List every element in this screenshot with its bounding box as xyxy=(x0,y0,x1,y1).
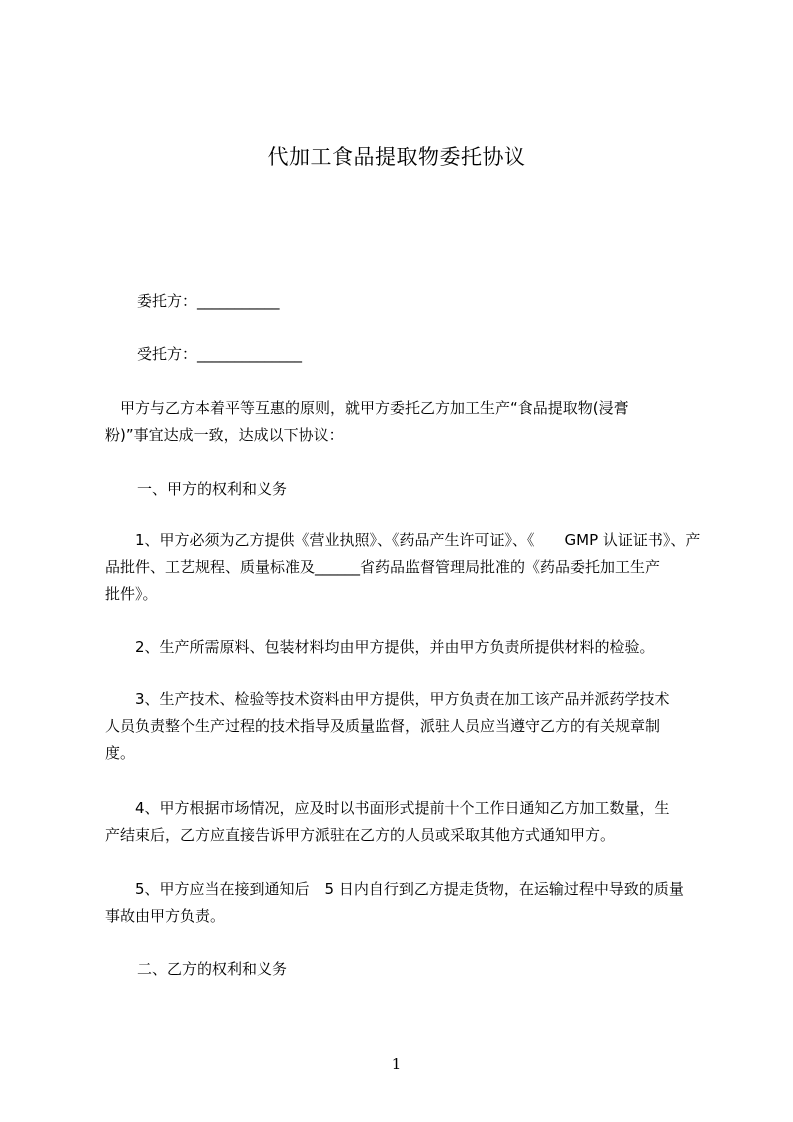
party-a-line: 委托方：___________ xyxy=(137,292,280,310)
clause-line: 度。 xyxy=(105,744,136,762)
clause-1-3 xyxy=(105,686,710,767)
clause-line: 批件》。 xyxy=(105,585,158,603)
clause-1-2 xyxy=(105,634,710,661)
clause-line: 5、甲方应当在接到通知后 5 日内自行到乙方提走货物，在运输过程中导致的质量 xyxy=(105,880,684,898)
clause-line: 产结束后，乙方应直接告诉甲方派驻在乙方的人员或采取其他方式通知甲方。 xyxy=(105,826,616,844)
clause-1-5 xyxy=(105,876,710,930)
clause-line: 2、生产所需原料、包装材料均由甲方提供，并由甲方负责所提供材料的检验。 xyxy=(105,638,655,656)
party-b-line: 受托方：______________ xyxy=(137,345,303,363)
page-number: 1 xyxy=(391,1055,402,1073)
intro-paragraph xyxy=(105,395,710,449)
intro-line: 粉)”事宜达成一致，达成以下协议： xyxy=(105,426,344,444)
document-title: 代加工食品提取物委托协议 xyxy=(267,145,526,169)
clause-line: 品批件、工艺规程、质量标准及______省药品监督管理局批准的《药品委托加工生产 xyxy=(105,558,661,576)
section-1-heading: 一、甲方的权利和义务 xyxy=(137,480,288,498)
clause-line: 人员负责整个生产过程的技术指导及质量监督，派驻人员应当遵守乙方的有关规章制 xyxy=(105,717,661,735)
clause-1-4 xyxy=(105,795,710,849)
clause-line: 3、生产技术、检验等技术资料由甲方提供，甲方负责在加工该产品并派药学技术 xyxy=(105,690,670,708)
clause-line: 事故由甲方负责。 xyxy=(105,907,226,925)
section-2-heading: 二、乙方的权利和义务 xyxy=(137,960,288,978)
clause-line: 4、甲方根据市场情况，应及时以书面形式提前十个工作日通知乙方加工数量，生 xyxy=(105,799,670,817)
intro-line: 甲方与乙方本着平等互惠的原则，就甲方委托乙方加工生产“食品提取物(浸膏 xyxy=(105,399,629,417)
clause-1-1 xyxy=(105,527,710,608)
clause-line: 1、甲方必须为乙方提供《营业执照》、《药品产生许可证》、《 GMP 认证证书》、产 xyxy=(105,531,701,549)
